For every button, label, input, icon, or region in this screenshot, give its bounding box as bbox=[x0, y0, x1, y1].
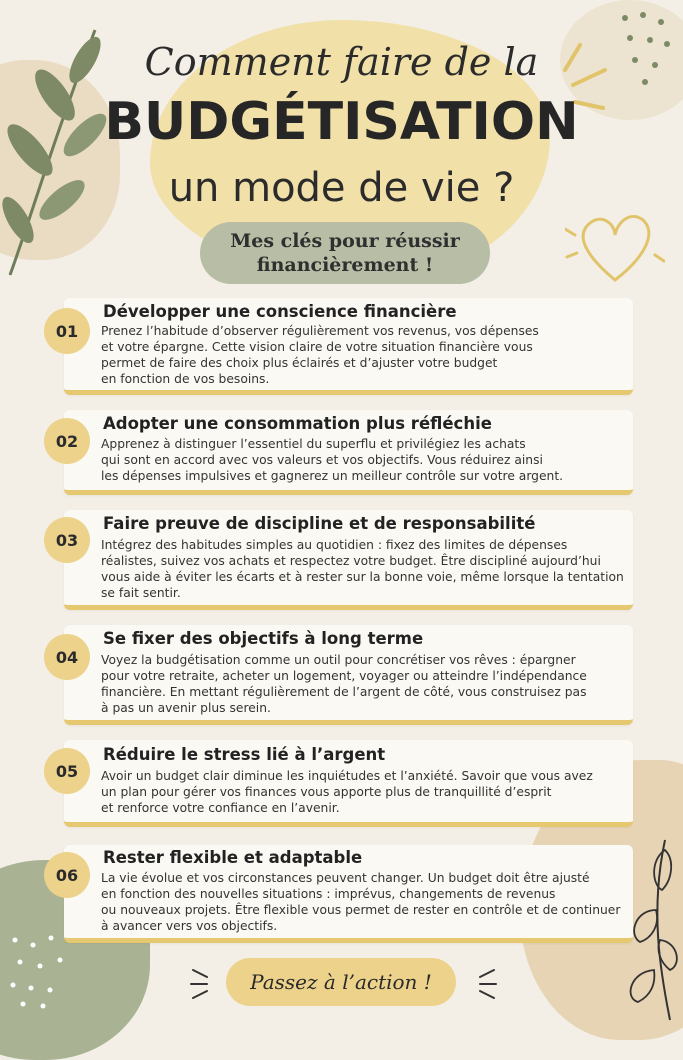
step-number-badge: 06 bbox=[44, 852, 90, 898]
step-number-badge: 04 bbox=[44, 634, 90, 680]
page-title: BUDGÉTISATION bbox=[104, 92, 579, 152]
step-number-badge: 02 bbox=[44, 418, 90, 464]
step-number-badge: 01 bbox=[44, 308, 90, 354]
step-title: Réduire le stress lié à l’argent bbox=[103, 745, 386, 764]
step-description: Avoir un budget clair diminue les inquiétudes et l’anxiété. Savoir que vous avez un plan pour gérer vos finances vous apporte plus de tranquillité d’esprit et renforce votre confiance en l’avenir. bbox=[101, 769, 593, 815]
step-title: Se fixer des objectifs à long terme bbox=[103, 629, 424, 648]
dots-pattern-icon bbox=[5, 930, 75, 1010]
step-description: Voyez la budgétisation comme un outil pour concrétiser vos rêves : épargner pour votre retraite, acheter un logement, voyager ou atteindre l’indépendance financière. En mettant régulièrement de l’argent de côté, vous construisez pas à pas un avenir plus serein. bbox=[101, 653, 587, 715]
step-title: Faire preuve de discipline et de responsabilité bbox=[103, 514, 536, 533]
step-description: Intégrez des habitudes simples au quotidien : fixez des limites de dépenses réalistes, suivez vos achats et respectez votre budget. Être discipliné aujourd’hui vous aide à éviter les écarts et à rester sur la bonne voie, même lorsque la tentation se fait sentir. bbox=[101, 538, 624, 600]
step-description: Prenez l’habitude d’observer régulièrement vos revenus, vos dépenses et votre épargne. Cette vision claire de votre situation financière vous permet de faire des choix plus éclairés et d’ajuster votre budget en fonction de vos besoins. bbox=[101, 324, 539, 386]
step-title: Rester flexible et adaptable bbox=[103, 848, 363, 867]
step-number-badge: 05 bbox=[44, 748, 90, 794]
call-to-action-button[interactable]: Passez à l’action ! bbox=[226, 958, 456, 1006]
step-number-badge: 03 bbox=[44, 517, 90, 563]
step-description: La vie évolue et vos circonstances peuvent changer. Un budget doit être ajusté en fonction des nouvelles situations : imprévus, changements de revenus ou nouveaux projets. Être flexible vous permet de rester en contrôle et de continuer à avancer vers vos objectifs. bbox=[101, 871, 621, 933]
sparkle-lines-icon bbox=[462, 962, 502, 1002]
tagline-line: financièrement ! bbox=[256, 254, 434, 276]
tagline-line: Mes clés pour réussir bbox=[230, 230, 460, 252]
tagline-badge bbox=[200, 222, 490, 284]
step-title: Développer une conscience financière bbox=[103, 302, 457, 321]
title-script-line: Comment faire de la bbox=[144, 40, 539, 84]
title-subline: un mode de vie ? bbox=[168, 165, 515, 211]
leaf-branch-icon bbox=[590, 830, 683, 1024]
step-title: Adopter une consommation plus réfléchie bbox=[103, 414, 492, 433]
step-description: Apprenez à distinguer l’essentiel du superflu et privilégiez les achats qui sont en accord avec vos valeurs et vos objectifs. Vous réduirez ainsi les dépenses impulsives et gagnerez un meilleur contrôle sur votre argent. bbox=[101, 437, 564, 483]
sparkle-lines-icon bbox=[185, 962, 225, 1002]
